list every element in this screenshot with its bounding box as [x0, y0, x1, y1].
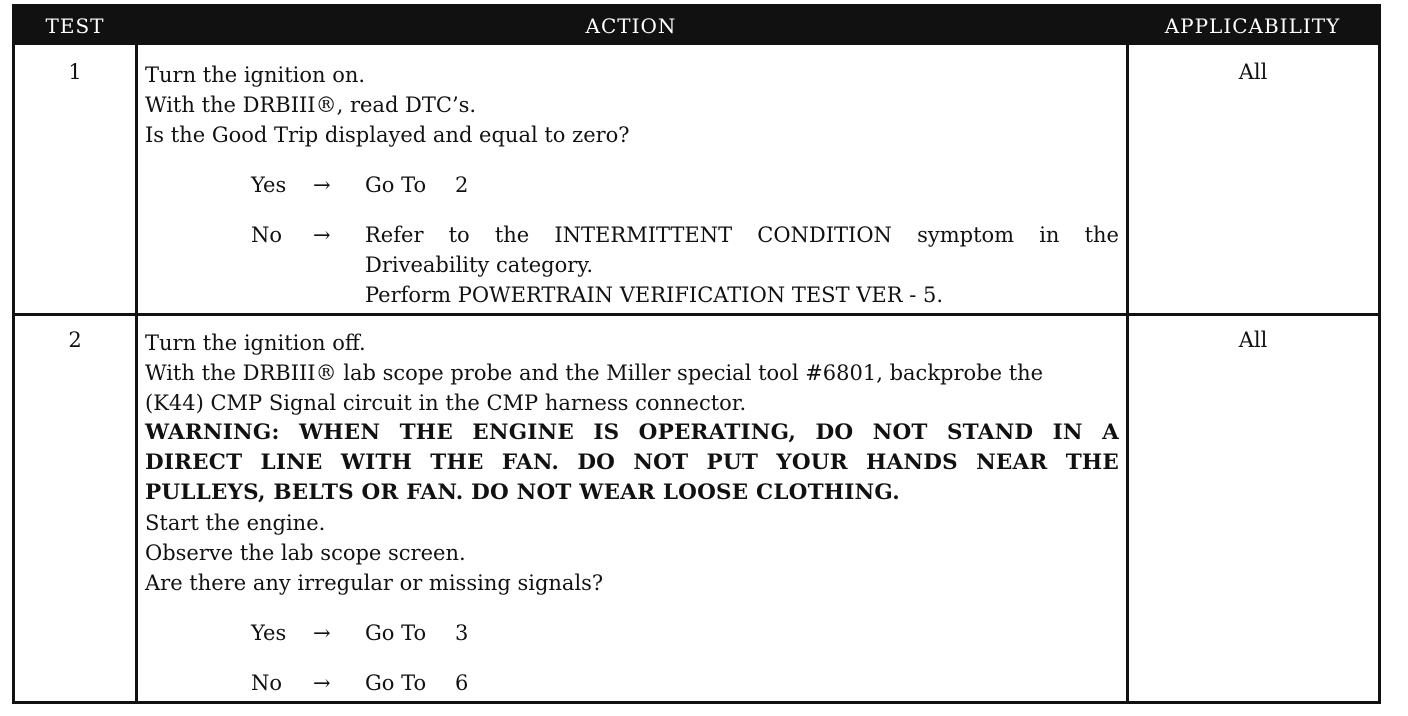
table-row: [15, 48, 1378, 313]
warning-line: PULLEYS, BELTS OR FAN. DO NOT WEAR LOOSE CLOTHING.: [145, 480, 900, 505]
option-text-line: Refer to the INTERMITTENT CONDITION symptom in the: [365, 223, 1119, 247]
action-line: Are there any irregular or missing signals?: [145, 571, 604, 595]
right-arrow-icon: →: [313, 621, 331, 645]
warning-line: DIRECT LINE WITH THE FAN. DO NOT PUT YOUR HANDS NEAR THE: [145, 450, 1119, 475]
option-no: [145, 220, 1119, 310]
option-text: [365, 220, 1119, 310]
action-line: Is the Good Trip displayed and equal to zero?: [145, 123, 630, 147]
test-number: 2: [68, 328, 82, 352]
action-line: Observe the lab scope screen.: [145, 541, 466, 565]
option-text-line: Driveability category.: [365, 253, 593, 277]
goto-target: 3: [455, 621, 469, 645]
goto-text: Go To: [365, 671, 427, 695]
option-label: Yes: [251, 621, 287, 645]
test-number: 1: [68, 60, 82, 84]
table-row: [15, 316, 1378, 701]
action-line: With the DRBIII® lab scope probe and the Miller special tool #6801, backprobe the: [145, 361, 1044, 385]
action-line: Turn the ignition off.: [145, 331, 366, 355]
action-cell: [145, 60, 1119, 310]
action-line: (K44) CMP Signal circuit in the CMP harness connector.: [145, 391, 747, 415]
action-line: Start the engine.: [145, 511, 326, 535]
diagnostic-test-table: [12, 4, 1381, 704]
goto-target: 6: [455, 671, 469, 695]
header-test: TEST: [45, 14, 105, 38]
action-line: Turn the ignition on.: [145, 63, 366, 87]
option-no: [145, 668, 1119, 698]
right-arrow-icon: →: [313, 173, 331, 197]
option-text-line: Perform POWERTRAIN VERIFICATION TEST VER - 5.: [365, 283, 944, 307]
applicability-value: All: [1238, 328, 1268, 352]
goto-text: Go To: [365, 173, 427, 197]
right-arrow-icon: →: [313, 671, 331, 695]
option-label: No: [251, 223, 283, 247]
warning-line: WARNING: WHEN THE ENGINE IS OPERATING, DO NOT STAND IN A: [145, 420, 1119, 445]
header-applicability: APPLICABILITY: [1164, 14, 1341, 38]
goto-text: Go To: [365, 621, 427, 645]
right-arrow-icon: →: [313, 223, 331, 247]
option-label: Yes: [251, 173, 287, 197]
header-action: ACTION: [585, 14, 677, 38]
option-label: No: [251, 671, 283, 695]
applicability-value: All: [1238, 60, 1268, 84]
action-cell: [145, 328, 1119, 698]
option-yes: [145, 170, 1119, 200]
goto-target: 2: [455, 173, 469, 197]
table-header: [15, 7, 1378, 45]
action-line: With the DRBIII®, read DTC’s.: [145, 93, 477, 117]
option-yes: [145, 618, 1119, 648]
